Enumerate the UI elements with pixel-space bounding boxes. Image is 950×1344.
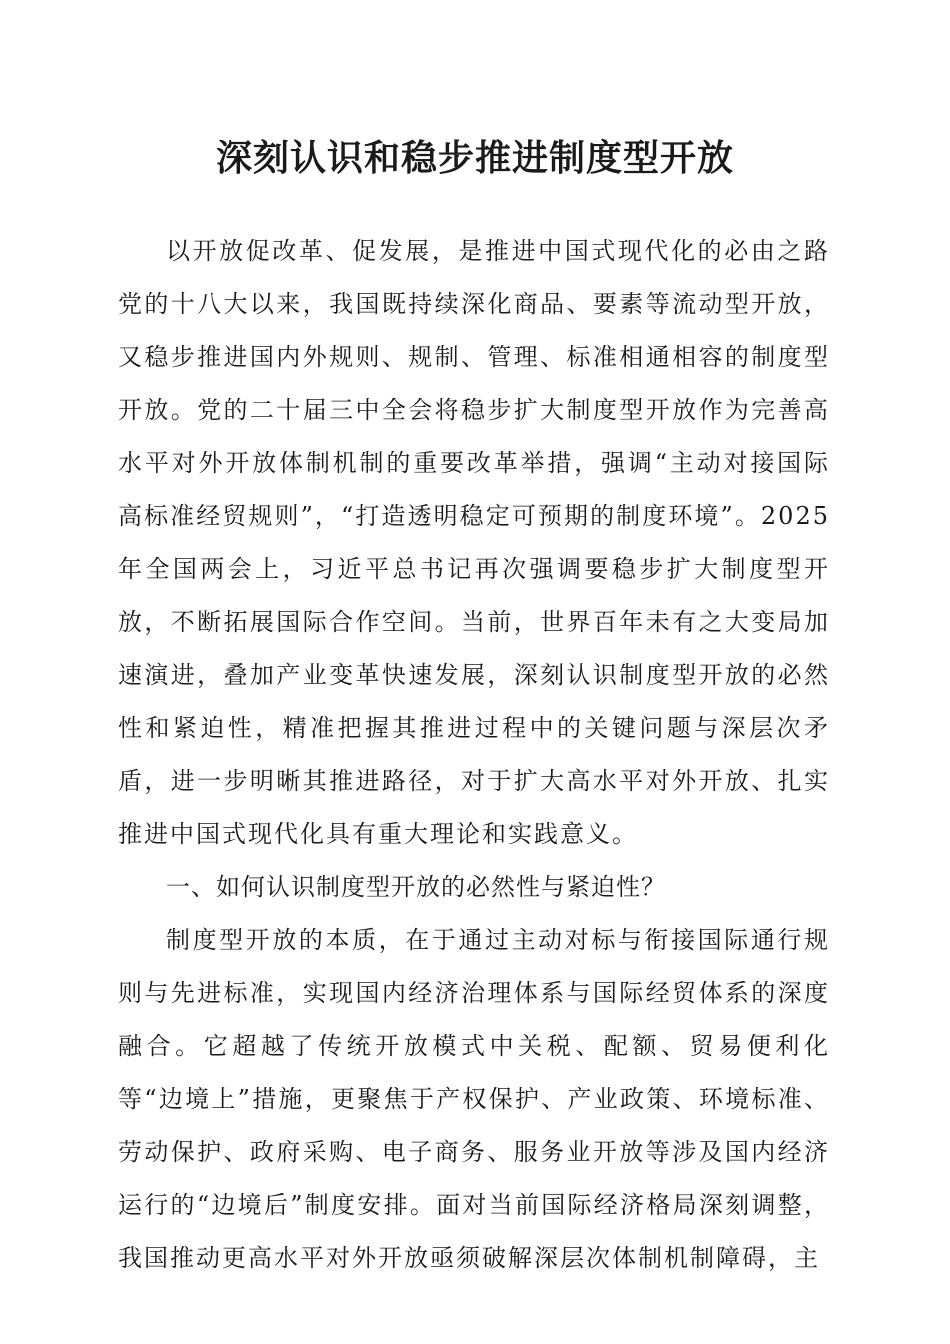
document-body xyxy=(118,225,830,1285)
section-paragraph: 制度型开放的本质，在于通过主动对标与衔接国际通行规则与先进标准，实现国内经济治理体系与国际经贸体系的深度融合。它超越了传统开放模式中关税、配额、贸易便利化等“边境上”措施，更聚焦于产权保护、产业政策、环境标准、劳动保护、政府采购、电子商务、服务业开放等涉及国内经济运行的“边境后”制度安排。面对当前国际经济格局深刻调整，我国推动更高水平对外开放亟须破解深层次体制机制障碍，主 xyxy=(118,926,830,1272)
intro-paragraph: 以开放促改革、促发展，是推进中国式现代化的必由之路党的十八大以来，我国既持续深化商品、要素等流动型开放，又稳步推进国内外规则、规制、管理、标准相通相容的制度型开放。党的二十届三中全会将稳步扩大制度型开放作为完善高水平对外开放体制机制的重要改革举措，强调“主动对接国际高标准经贸规则”，“打造透明稳定可预期的制度环境”。2025年全国两会上，习近平总书记再次强调要稳步扩大制度型开放，不断拓展国际合作空间。当前，世界百年未有之大变局加速演进，叠加产业变革快速发展，深刻认识制度型开放的必然性和紧迫性，精准把握其推进过程中的关键问题与深层次矛盾，进一步明晰其推进路径，对于扩大高水平对外开放、扎实推进中国式现代化具有重大理论和实践意义。 xyxy=(118,237,830,848)
section-heading: 一、如何认识制度型开放的必然性与紧迫性？ xyxy=(166,873,666,901)
document-title: 深刻认识和稳步推进制度型开放 xyxy=(215,137,734,179)
